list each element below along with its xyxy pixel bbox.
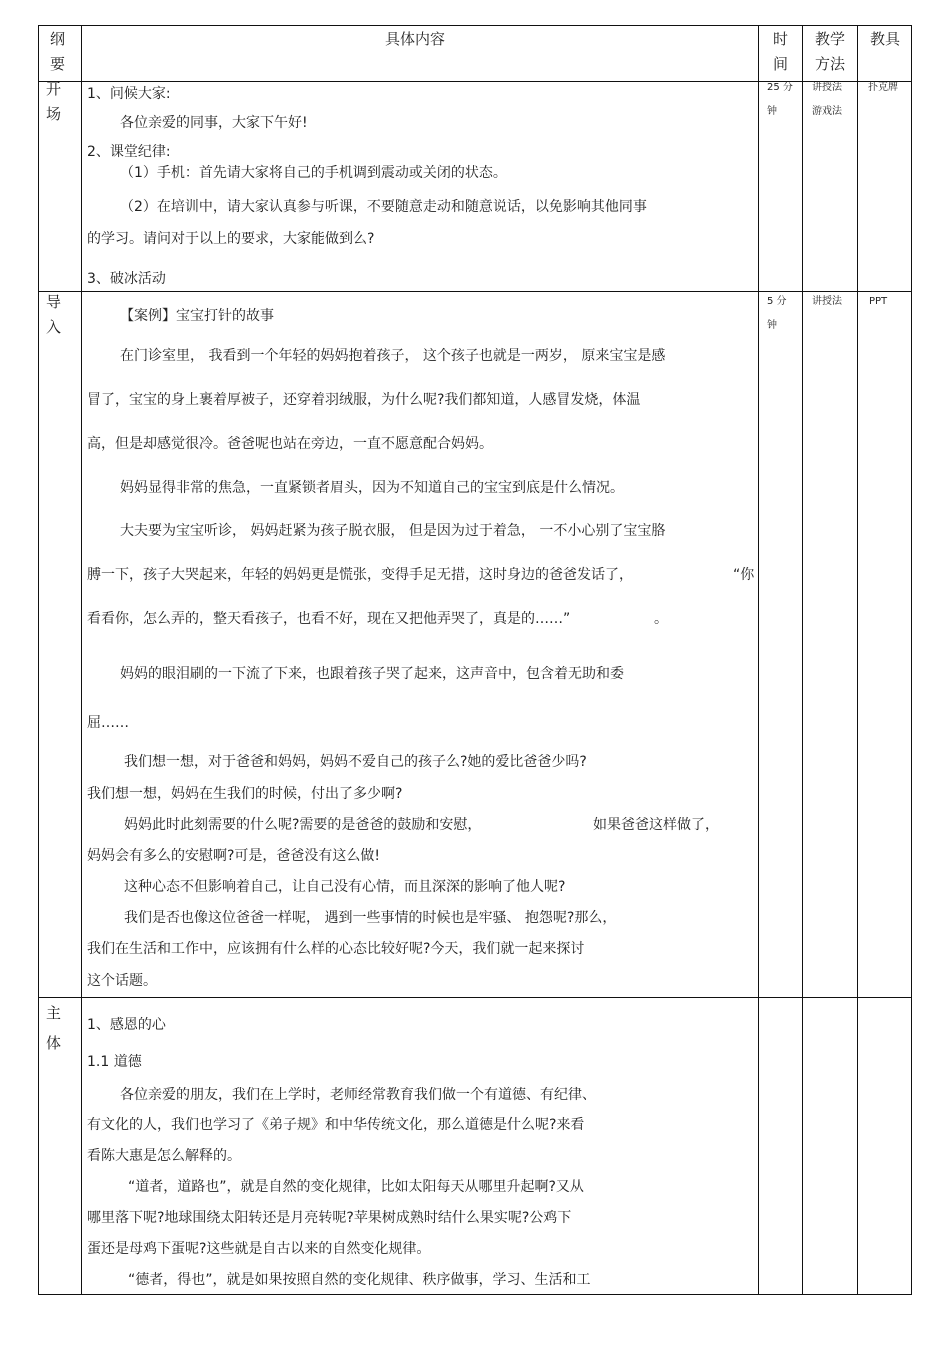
header-time-2: 间 [773, 55, 789, 73]
paragraph-line: 有文化的人，我们也学习了《弟子规》和中华传统文化，那么道德是什么呢?来看 [87, 1117, 585, 1133]
method-value-1: 讲授法 [812, 82, 842, 93]
column-divider [802, 26, 803, 1294]
paragraph-line: 看陈大惠是怎么解释的。 [87, 1148, 241, 1164]
paragraph-line: 我们想一想，对于爸爸和妈妈，妈妈不爱自己的孩子么?她的爱比爸爸少吗? [124, 754, 587, 770]
paragraph-line: 2、课堂纪律: [87, 144, 171, 160]
paragraph-line: 各位亲爱的朋友，我们在上学时，老师经常教育我们做一个有道德、有纪律、 [120, 1087, 596, 1103]
paragraph-line: 我们想一想，妈妈在生我们的时候，付出了多少啊? [87, 786, 403, 802]
column-divider [857, 26, 858, 1294]
paragraph-line: 【案例】宝宝打针的故事 [120, 308, 274, 324]
paragraph-line: 膊一下，孩子大哭起来，年轻的妈妈更是慌张，变得手足无措，这时身边的爸爸发话了， [87, 567, 633, 583]
time-value-2: 钟 [767, 106, 777, 117]
paragraph-line: 如果爸爸这样做了， [593, 817, 719, 833]
outline-label-2: 场 [46, 105, 62, 123]
header-method-1: 教学 [815, 30, 846, 48]
header-tools: 教具 [870, 30, 901, 48]
paragraph-line: 我们是否也像这位爸爸一样呢， 遇到一些事情的时候也是牢骚、 抱怨呢?那么， [124, 910, 617, 926]
paragraph-line: 妈妈显得非常的焦急，一直紧锁者眉头，因为不知道自己的宝宝到底是什么情况。 [120, 480, 624, 496]
paragraph-line: 我们在生活和工作中，应该拥有什么样的心态比较好呢?今天，我们就一起来探讨 [87, 941, 585, 957]
paragraph-line: 在门诊室里， 我看到一个年轻的妈妈抱着孩子， 这个孩子也就是一两岁， 原来宝宝是感 [120, 348, 666, 364]
paragraph-line: “你 [733, 567, 755, 583]
paragraph-line: 各位亲爱的同事，大家下午好! [120, 115, 308, 131]
paragraph-line: 妈妈会有多么的安慰啊?可是，爸爸没有这么做! [87, 848, 381, 864]
column-divider [758, 26, 759, 1294]
outline-label-2: 入 [46, 318, 62, 336]
method-value: 讲授法 [812, 296, 842, 307]
paragraph-line: 妈妈此时此刻需要的什么呢?需要的是爸爸的鼓励和安慰， [124, 817, 482, 833]
outline-label-2: 体 [46, 1034, 62, 1052]
time-value-2: 钟 [767, 320, 777, 331]
paragraph-line: 冒了，宝宝的身上裹着厚被子，还穿着羽绒服，为什么呢?我们都知道，人感冒发烧，体温 [87, 392, 641, 408]
paragraph-line: “德者，得也”，就是如果按照自然的变化规律、秩序做事，学习、生活和工 [128, 1272, 591, 1288]
time-value-1: 25 分 [767, 82, 793, 93]
header-time-1: 时 [773, 30, 789, 48]
header-method-2: 方法 [815, 55, 846, 73]
paragraph-line: 蛋还是母鸡下蛋呢?这些就是自古以来的自然变化规律。 [87, 1241, 431, 1257]
paragraph-line: 哪里落下呢?地球围绕太阳转还是月亮转呢?苹果树成熟时结什么果实呢?公鸡下 [87, 1210, 572, 1226]
paragraph-line: 1.1 道德 [87, 1054, 142, 1070]
header-outline-1: 纲 [50, 30, 66, 48]
time-value-1: 5 分 [767, 296, 787, 307]
paragraph-line: 1、问候大家: [87, 86, 171, 102]
outline-label-1: 导 [46, 293, 62, 311]
outline-label-1: 主 [46, 1004, 62, 1022]
method-value-2: 游戏法 [812, 106, 842, 117]
paragraph-line: 这种心态不但影响着自己，让自己没有心情，而且深深的影响了他人呢? [124, 879, 566, 895]
outline-label-1: 开 [46, 80, 62, 98]
header-outline-2: 要 [50, 55, 66, 73]
paragraph-line: 3、破冰活动 [87, 271, 166, 287]
paragraph-line: 看看你，怎么弄的，整天看孩子，也看不好，现在又把他弄哭了，真是的……” [87, 611, 571, 627]
paragraph-line: “道者，道路也”，就是自然的变化规律，比如太阳每天从哪里升起啊?又从 [128, 1179, 584, 1195]
paragraph-line: 大夫要为宝宝听诊， 妈妈赶紧为孩子脱衣服， 但是因为过于着急， 一不小心别了宝宝胳 [120, 523, 666, 539]
tools-value: 扑克牌 [868, 82, 898, 93]
paragraph-line: 高，但是却感觉很冷。爸爸呢也站在旁边，一直不愿意配合妈妈。 [87, 436, 493, 452]
paragraph-line: 的学习。请问对于以上的要求，大家能做到么? [87, 231, 375, 247]
paragraph-line: （2）在培训中，请大家认真参与听课，不要随意走动和随意说话，以免影响其他同事 [120, 199, 647, 215]
paragraph-line: 妈妈的眼泪刷的一下流了下来，也跟着孩子哭了起来，这声音中，包含着无助和委 [120, 666, 624, 682]
paragraph-line: 屈…… [87, 715, 129, 731]
column-divider [81, 26, 82, 1294]
header-content: 具体内容 [385, 30, 446, 48]
row-divider [39, 997, 911, 998]
paragraph-line: 这个话题。 [87, 973, 157, 989]
tools-value: PPT [869, 296, 888, 307]
paragraph-line: （1）手机：首先请大家将自己的手机调到震动或关闭的状态。 [120, 165, 507, 181]
paragraph-line: 。 [654, 611, 668, 627]
row-divider [39, 291, 911, 292]
paragraph-line: 1、感恩的心 [87, 1017, 166, 1033]
